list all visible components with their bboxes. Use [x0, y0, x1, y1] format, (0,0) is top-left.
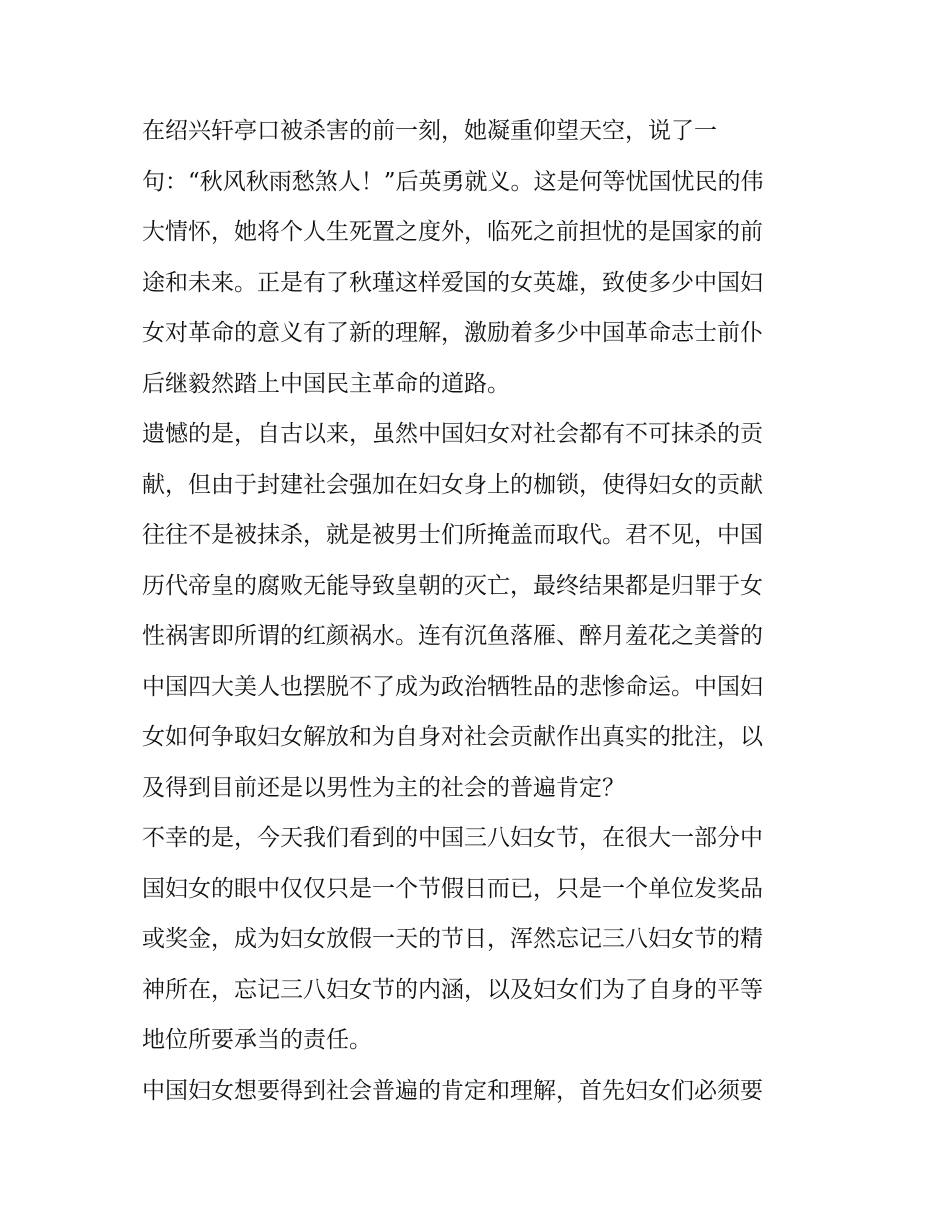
- text-line: 往往不是被抹杀，就是被男士们所掩盖而取代。君不见，中国: [142, 522, 763, 548]
- text-line: 在绍兴轩亭口被杀害的前一刻，她凝重仰望天空，说了一: [142, 118, 717, 144]
- text-line: 国妇女的眼中仅仅只是一个节假日而已，只是一个单位发奖品: [142, 875, 763, 902]
- text-line: 句：“秋风秋雨愁煞人！”后英勇就义。这是何等忧国忧民的伟: [142, 168, 764, 195]
- text-line: 或奖金，成为妇女放假一天的节日，浑然忘记三八妇女节的精: [142, 926, 763, 952]
- text-line: 遗憾的是，自古以来，虽然中国妇女对社会都有不可抹杀的贡: [142, 421, 763, 447]
- text-line: 性祸害即所谓的红颜祸水。连有沉鱼落雁、醉月羞花之美誉的: [142, 623, 763, 649]
- body-text: [142, 106, 822, 1116]
- text-line: 及得到目前还是以男性为主的社会的普遍肯定？: [142, 774, 625, 801]
- text-line: 女如何争取妇女解放和为自身对社会贡献作出真实的批注，以: [142, 724, 763, 750]
- text-line: 不幸的是，今天我们看到的中国三八妇女节，在很大一部分中: [142, 825, 763, 851]
- text-line: 历代帝皇的腐败无能导致皇朝的灭亡，最终结果都是归罪于女: [142, 572, 763, 599]
- text-line: 献，但由于封建社会强加在妇女身上的枷锁，使得妇女的贡献: [142, 471, 763, 498]
- text-line: 中国四大美人也摆脱不了成为政治牺牲品的悲惨命运。中国妇: [142, 673, 763, 700]
- text-line: 大情怀，她将个人生死置之度外，临死之前担忧的是国家的前: [142, 219, 763, 245]
- text-line: 中国妇女想要得到社会普遍的肯定和理解，首先妇女们必须要: [142, 1077, 763, 1104]
- text-line: 地位所要承当的责任。: [142, 1027, 372, 1053]
- text-line: 后继毅然踏上中国民主革命的道路。: [142, 370, 510, 397]
- text-line: 女对革命的意义有了新的理解，激励着多少中国革命志士前仆: [142, 320, 763, 346]
- text-line: 途和未来。正是有了秋瑾这样爱国的女英雄，致使多少中国妇: [142, 269, 763, 296]
- text-line: 神所在，忘记三八妇女节的内涵，以及妇女们为了自身的平等: [142, 976, 763, 1003]
